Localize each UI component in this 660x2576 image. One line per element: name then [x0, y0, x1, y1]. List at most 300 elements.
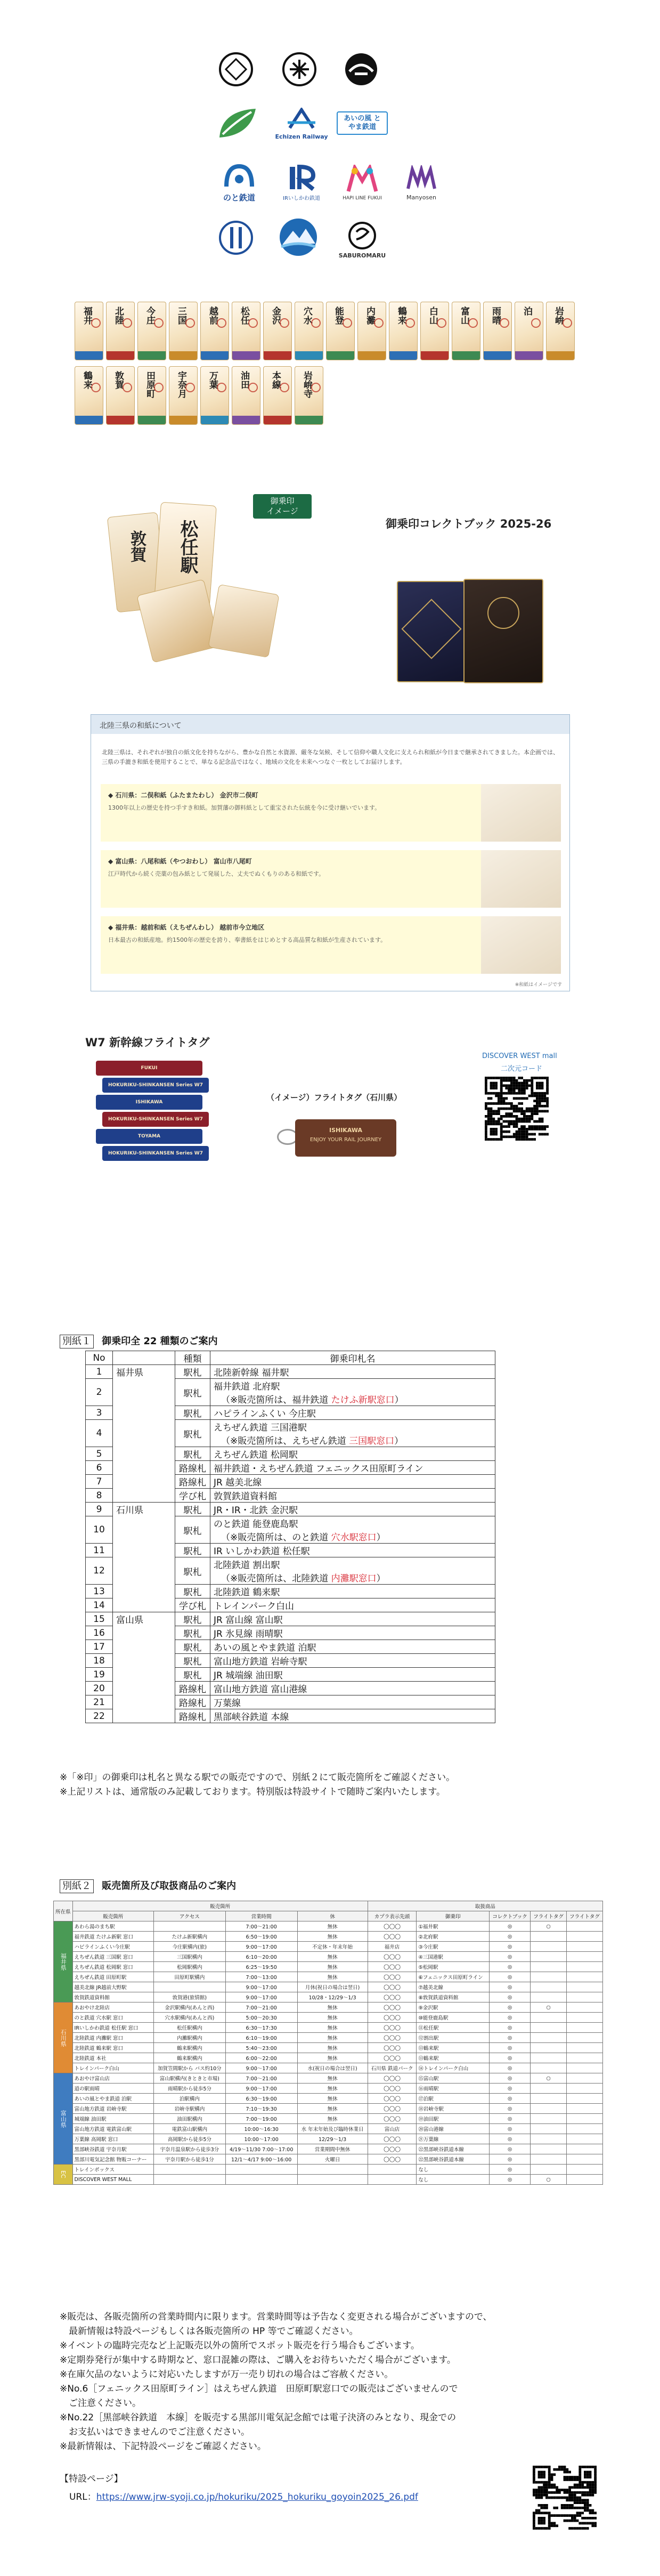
- sales-note-post: ）: [376, 1573, 386, 1584]
- row-kind: 駅札: [175, 1447, 210, 1461]
- row-off: 無休: [297, 2073, 368, 2084]
- col-group-goods: 取扱商品: [368, 1901, 602, 1911]
- row-name-text: のと鉄道 能登鹿島駅: [214, 1519, 298, 1530]
- row-name-text: 福井鉄道 北府駅: [214, 1382, 280, 1392]
- row-hours: 6:25～19:50: [225, 1962, 297, 1972]
- row-off: 無休: [297, 2002, 368, 2013]
- qr-label-code: 二次元コード: [501, 1065, 543, 1073]
- row-name: [210, 1612, 495, 1626]
- note-line: ※販売は、各販売箇所の営業時間内に限ります。営業時間等は予告なく変更される場合がございますので、: [60, 2312, 492, 2322]
- stamp-tile-band: [138, 351, 166, 360]
- col-place: 販売箇所: [72, 1911, 153, 1921]
- row-mark: ◯◯◯: [368, 2094, 417, 2104]
- stamp-tile: [295, 366, 323, 425]
- row-stamp: ⑲油田駅: [417, 2114, 490, 2124]
- row-mark: ◯◯◯: [368, 2114, 417, 2124]
- row-kind: 駅札: [175, 1544, 210, 1557]
- stamp-tile: [515, 302, 543, 360]
- row-book: ◎: [490, 2165, 531, 2175]
- stamp-tile: [357, 302, 386, 360]
- table-row: [54, 2063, 603, 2073]
- stamp-tile: [326, 302, 355, 360]
- row-no: 11: [86, 1544, 113, 1557]
- row-no: 19: [86, 1668, 113, 1682]
- stamp-tile-band: [107, 351, 134, 360]
- row-mark: ◯◯◯: [368, 2104, 417, 2114]
- qr-label-mall: DISCOVER WEST mall: [482, 1052, 557, 1060]
- row-name: [210, 1598, 495, 1612]
- toyama-chiho-logo: [276, 215, 320, 259]
- table2-label-box: 別紙２: [60, 1879, 94, 1893]
- row-mark: 福井店: [368, 1942, 417, 1952]
- table-row: [54, 2134, 603, 2144]
- sales-note-post: ）: [394, 1395, 404, 1406]
- row-name: [210, 1668, 495, 1682]
- row-off: 不定休・年末年始: [297, 1942, 368, 1952]
- stamp-tile-band: [75, 351, 103, 360]
- row-name: [210, 1682, 495, 1695]
- row-tag: [531, 1982, 567, 1992]
- row-w7: [567, 1942, 603, 1952]
- row-book: ◎: [490, 2094, 531, 2104]
- row-no: 13: [86, 1585, 113, 1598]
- row-no: 20: [86, 1682, 113, 1695]
- row-place: あおやけ富山店: [72, 2073, 153, 2084]
- row-tag: [531, 2053, 567, 2063]
- stamp-tile-band: [201, 416, 229, 424]
- row-hours: 6:30～17:30: [225, 2023, 297, 2033]
- row-w7: [567, 2023, 603, 2033]
- row-w7: [567, 2063, 603, 2073]
- stamp-seal-icon: [154, 383, 164, 392]
- row-access: 宇奈月駅から徒歩1分: [153, 2154, 225, 2165]
- table-row: [86, 1365, 495, 1379]
- row-w7: [567, 1932, 603, 1942]
- row-tag: [531, 2154, 567, 2165]
- row-access: 宇奈月温泉駅から徒歩3分: [153, 2144, 225, 2154]
- col-w7: フライトタグ: [567, 1911, 603, 1921]
- row-place: 道の駅雨晴: [72, 2084, 153, 2094]
- row-no: 9: [86, 1503, 113, 1516]
- row-w7: [567, 1982, 603, 1992]
- note-line: ※No.22［黒部峡谷鉄道 本線］を販売する黒部川電気記念館では電子決済のみとなり、現金での: [60, 2412, 457, 2423]
- flight-tag-ishikawa-label: ISHIKAWA: [329, 1127, 362, 1134]
- row-name: [210, 1420, 495, 1447]
- qr-code-icon: [485, 1077, 549, 1141]
- sales-note-place: たけふ新駅窓口: [331, 1395, 395, 1406]
- row-tag: [531, 1932, 567, 1942]
- row-name-text: 富山地方鉄道 岩峅寺駅: [214, 1657, 307, 1667]
- row-off: 水 年末年始及び臨時休業日: [297, 2124, 368, 2134]
- row-name-text: JR 富山線 富山駅: [214, 1615, 283, 1626]
- stamp-tile-band: [547, 351, 574, 360]
- row-sales-note: [214, 1392, 492, 1406]
- row-mark: ◯◯◯: [368, 2154, 417, 2165]
- sales-note-post: ）: [394, 1436, 404, 1447]
- row-name: [210, 1489, 495, 1503]
- row-access: [153, 1982, 225, 1992]
- stamp-image-badge: 御乗印 イメージ: [253, 494, 312, 519]
- row-hours: 10:00～16:30: [225, 2124, 297, 2134]
- row-hours: 5:00～20:30: [225, 2013, 297, 2023]
- row-stamp: ⑳富山港線: [417, 2124, 490, 2134]
- row-book: ◎: [490, 1982, 531, 1992]
- row-pref: 福井県: [54, 1921, 73, 2002]
- stamp-tile: [137, 366, 166, 425]
- row-hours: 6:00～22:00: [225, 2053, 297, 2063]
- row-place: トレインボックス: [72, 2165, 153, 2175]
- row-hours: 7:00～21:00: [225, 1921, 297, 1932]
- row-book: ◎: [490, 2104, 531, 2114]
- special-page-url-link[interactable]: https://www.jrw-syoji.co.jp/hokuriku/2025_hokuriku_goyoin2025_26.pdf: [96, 2492, 418, 2502]
- row-off: 無休: [297, 2023, 368, 2033]
- table2-header: [60, 1878, 236, 1893]
- row-book: ◎: [490, 2013, 531, 2023]
- stamp-tile: [232, 366, 260, 425]
- row-name-text: えちぜん鉄道 松岡駅: [214, 1450, 298, 1460]
- table-row: [54, 2104, 603, 2114]
- row-name-text: JR・IR・北鉄 金沢駅: [214, 1505, 298, 1516]
- sales-note-post: ）: [376, 1532, 386, 1543]
- stamp-seal-icon: [374, 318, 384, 328]
- row-off: 火曜日: [297, 2154, 368, 2165]
- stamp-tile-ink: 白山: [427, 306, 438, 325]
- row-name-text: 北陸鉄道 割出駅: [214, 1560, 280, 1571]
- row-access: 雨晴駅から徒歩5分: [153, 2084, 225, 2094]
- table-row: [54, 1992, 603, 2002]
- stamp-tile-band: [295, 351, 323, 360]
- row-hours: 4/19～11/30 7:00～17:00: [225, 2144, 297, 2154]
- table-row: [54, 2114, 603, 2124]
- row-w7: [567, 1972, 603, 1982]
- row-book: ◎: [490, 2084, 531, 2094]
- row-book: ◎: [490, 1952, 531, 1962]
- row-book: ◎: [490, 2073, 531, 2084]
- row-kind: 駅札: [175, 1503, 210, 1516]
- row-mark: ◯◯◯: [368, 2033, 417, 2043]
- row-access: 鶴来駅構内: [153, 2053, 225, 2063]
- row-name: [210, 1365, 495, 1379]
- row-name: [210, 1626, 495, 1640]
- col-pref: [113, 1351, 175, 1365]
- stamp-seal-icon: [91, 318, 101, 328]
- row-w7: [567, 2073, 603, 2084]
- row-place: えちぜん鉄道 松岡駅 窓口: [72, 1962, 153, 1972]
- qr-code-icon: [533, 2466, 597, 2530]
- stamp-tile-ink: 岩峅寺: [302, 371, 312, 398]
- row-name: [210, 1654, 495, 1668]
- stamp-tile-band: [232, 351, 260, 360]
- flight-tag-stack: [96, 1061, 210, 1173]
- row-tag: [531, 2104, 567, 2114]
- stamp-tile-band: [515, 351, 543, 360]
- row-hours: 12/1～4/17 9:00～16:00: [225, 2154, 297, 2165]
- row-access: 松岡駅構内: [153, 1962, 225, 1972]
- row-access: 田原町駅構内: [153, 1972, 225, 1982]
- row-place: 富山地方鉄道 岩峅寺駅: [72, 2104, 153, 2114]
- row-kind: 駅札: [175, 1420, 210, 1447]
- washi-paper-swatch: [481, 850, 561, 908]
- row-name: [210, 1503, 495, 1516]
- row-stamp: ⑯雨晴駅: [417, 2084, 490, 2094]
- row-hours: 9:00～17:00: [225, 1982, 297, 1992]
- row-stamp: ④三国港駅: [417, 1952, 490, 1962]
- row-no: 2: [86, 1379, 113, 1406]
- logo-caption: IRいしかわ鉄道: [283, 195, 320, 201]
- row-no: 4: [86, 1420, 113, 1447]
- special-page-link-row: [69, 2490, 418, 2505]
- row-w7: [567, 2033, 603, 2043]
- stamp-tile-ink: 宇奈月: [176, 371, 186, 398]
- note-line: ※最新情報は、下記特設ページをご確認ください。: [60, 2441, 266, 2452]
- table-row: [86, 1503, 495, 1516]
- row-book: ◎: [490, 2033, 531, 2043]
- row-access: 内灘駅構内: [153, 2033, 225, 2043]
- stamp-tile: [295, 302, 323, 360]
- row-off: 無休: [297, 2084, 368, 2094]
- row-kind: 駅札: [175, 1379, 210, 1406]
- row-off: 無休: [297, 2104, 368, 2114]
- col-stamp: 御乗印: [417, 1911, 490, 1921]
- row-name: [210, 1585, 495, 1598]
- row-kind: 駅札: [175, 1516, 210, 1544]
- row-stamp: ⑱岩峅寺駅: [417, 2104, 490, 2114]
- sales-note-place: 内灘駅窓口: [331, 1573, 377, 1584]
- note-line: お支払いはできませんのでご注意ください。: [60, 2427, 250, 2437]
- row-name-text: 黒部峡谷鉄道 本線: [214, 1712, 289, 1723]
- row-book: ◎: [490, 1992, 531, 2002]
- stamp-seal-icon: [311, 318, 321, 328]
- row-book: ◎: [490, 2144, 531, 2154]
- sales-note-pre: （※販売箇所は、福井鉄道: [221, 1395, 331, 1406]
- row-kind: 駅札: [175, 1365, 210, 1379]
- washi-item-body: 江戸時代から続く売薬の包み紙として発展した、丈夫でぬくもりのある和紙です。: [108, 870, 325, 877]
- row-off: 無休: [297, 1932, 368, 1942]
- washi-item: [101, 916, 561, 974]
- stamp-image-photo: 御乗印 イメージ 敦賀 松任駅: [107, 498, 282, 669]
- row-access: 富山駅構内(きときと市場): [153, 2073, 225, 2084]
- row-mark: ◯◯◯: [368, 1932, 417, 1942]
- table-row: [54, 2124, 603, 2134]
- col-no: No: [86, 1351, 113, 1365]
- row-name: [210, 1516, 495, 1544]
- row-kind: 駅札: [175, 1626, 210, 1640]
- stamp-tile: [389, 302, 418, 360]
- row-kind: 駅札: [175, 1406, 210, 1420]
- row-off: [297, 2165, 368, 2175]
- row-name: [210, 1406, 495, 1420]
- stamp-tile-ink: 万葉: [207, 371, 218, 389]
- note-line: ※上記リストは、通常版のみ記載しております。特別版は特設サイトで随時ご案内いたします。: [60, 1787, 445, 1797]
- row-off: 営業期間中無休: [297, 2144, 368, 2154]
- table-row: [54, 2033, 603, 2043]
- note-line: ※「※印」の御乗印は札名と異なる駅での販売ですので、別紙２にて販売箇所をご確認ください。: [60, 1772, 455, 1783]
- row-tag: [531, 1972, 567, 1982]
- row-book: ◎: [490, 2134, 531, 2144]
- row-hours: 7:10～19:30: [225, 2104, 297, 2114]
- row-name: [210, 1475, 495, 1489]
- qr-code-special[interactable]: [533, 2466, 597, 2530]
- row-hours: 9:00～17:00: [225, 2084, 297, 2094]
- collect-book-photo: [394, 576, 554, 688]
- col-pref: 所在県: [54, 1901, 73, 1921]
- row-w7: [567, 2104, 603, 2114]
- row-no: 18: [86, 1654, 113, 1668]
- row-off: 水(祝日の場合は翌日): [297, 2063, 368, 2073]
- note-line: ※在庫欠品のないように対応いたしますが万一売り切れの場合はご容赦ください。: [60, 2369, 394, 2380]
- stamp-seal-icon: [500, 318, 509, 328]
- row-stamp: ⑭トレインパーク白山: [417, 2063, 490, 2073]
- note-line: ご注意ください。: [60, 2398, 141, 2409]
- row-mark: ◯◯◯: [368, 2084, 417, 2094]
- stamp-tile-ink: 今庄: [144, 306, 155, 325]
- ainokaze-toyama-logo: [337, 106, 388, 141]
- flight-tag-caption: （イメージ）フライトタグ（石川県）: [266, 1093, 402, 1102]
- logo-caption: のと鉄道: [223, 192, 255, 203]
- row-tag: [531, 2084, 567, 2094]
- row-pref: 石川県: [54, 2002, 73, 2073]
- row-access: 高岡駅から徒歩5分: [153, 2134, 225, 2144]
- stamp-seal-icon: [531, 318, 541, 328]
- row-name-text: あいの風とやま鉄道 泊駅: [214, 1643, 316, 1653]
- row-w7: [567, 2134, 603, 2144]
- row-name-text: ハピラインふくい 今庄駅: [214, 1409, 316, 1419]
- row-kind: 駅札: [175, 1557, 210, 1585]
- stamp-tile-band: [138, 416, 166, 424]
- row-hours: 6:30～19:00: [225, 2094, 297, 2104]
- table1-wrap: [85, 1351, 495, 1723]
- hokuriku-railway-leaf-logo: [216, 104, 259, 142]
- row-name-text: 敦賀鉄道資料館: [214, 1491, 277, 1502]
- washi-item: [101, 850, 561, 908]
- logo-caption: Manyosen: [406, 193, 436, 201]
- washi-info-footer: ※和紙はイメージです: [515, 982, 562, 988]
- stamp-tile-band: [232, 416, 260, 424]
- table1-header: [60, 1334, 218, 1348]
- flight-tag-strip: FUKUI: [96, 1061, 202, 1076]
- table-row: [54, 2165, 603, 2175]
- row-w7: [567, 2165, 603, 2175]
- stamp-tile: [483, 302, 512, 360]
- flight-tag-strip: TOYAMA: [96, 1129, 202, 1144]
- flight-tag-strip: HOKURIKU-SHINKANSEN Series W7: [102, 1146, 209, 1161]
- row-access: 加賀笠間駅から バス約10分: [153, 2063, 225, 2073]
- row-w7: [567, 2154, 603, 2165]
- row-w7: [567, 1962, 603, 1972]
- row-place: 北陸鉄道 本社: [72, 2053, 153, 2063]
- table-row: [54, 1932, 603, 1942]
- row-access: 三国駅構内: [153, 1952, 225, 1962]
- stamp-seal-icon: [280, 318, 289, 328]
- row-stamp: ⑨金沢駅: [417, 2002, 490, 2013]
- row-no: 6: [86, 1461, 113, 1475]
- row-tag: ○: [531, 2073, 567, 2084]
- flight-tag-strip: HOKURIKU-SHINKANSEN Series W7: [102, 1112, 209, 1127]
- row-tag: [531, 1942, 567, 1952]
- row-name-text: 北陸新幹線 福井駅: [214, 1368, 289, 1378]
- col-off: 休: [297, 1911, 368, 1921]
- stamp-tile: [452, 302, 480, 360]
- row-kind: 路線札: [175, 1475, 210, 1489]
- row-stamp: ㉒黒部峡谷鉄道本線: [417, 2144, 490, 2154]
- row-stamp: ㉑万葉線: [417, 2134, 490, 2144]
- row-stamp: ①福井駅: [417, 1921, 490, 1932]
- table2-wrap: [53, 1901, 603, 2185]
- row-no: 22: [86, 1709, 113, 1723]
- stamp-tile-ink: 富山: [459, 306, 469, 325]
- row-w7: [567, 2053, 603, 2063]
- row-no: 16: [86, 1626, 113, 1640]
- row-hours: 6:10～19:00: [225, 2033, 297, 2043]
- row-tag: [531, 1952, 567, 1962]
- row-name-text: 富山地方鉄道 富山港線: [214, 1684, 307, 1695]
- stamp-seal-icon: [217, 383, 226, 392]
- table-row: [54, 1962, 603, 1972]
- qr-code-mall[interactable]: [485, 1077, 549, 1141]
- row-off: 無休: [297, 2043, 368, 2053]
- table2-title: 販売箇所及び取扱商品のご案内: [102, 1880, 237, 1892]
- row-hours: 5:40～23:00: [225, 2043, 297, 2053]
- sabuhomaru-logo: [335, 214, 390, 265]
- row-book: ◎: [490, 2124, 531, 2134]
- row-mark: ◯◯◯: [368, 1982, 417, 1992]
- row-no: 5: [86, 1447, 113, 1461]
- row-hours: 7:00～21:00: [225, 2073, 297, 2084]
- row-hours: 9:00～17:00: [225, 2063, 297, 2073]
- row-pref: 富山県: [54, 2073, 73, 2165]
- row-name-text: JR 越美北線: [214, 1477, 262, 1488]
- row-kind: 駅札: [175, 1612, 210, 1626]
- special-page-heading: 【特設ページ】: [60, 2474, 123, 2484]
- stamp-tile: [232, 302, 260, 360]
- table-row: [54, 2084, 603, 2094]
- row-place: 城端線 油田駅: [72, 2114, 153, 2124]
- stamp-tile: [420, 302, 449, 360]
- collect-book-title: 御乗印コレクトブック 2025-26: [386, 518, 552, 530]
- row-access: [153, 2175, 225, 2185]
- flight-tag-title: W7 新幹線フライトタグ: [85, 1036, 210, 1049]
- row-book: ◎: [490, 1932, 531, 1942]
- row-kind: 路線札: [175, 1461, 210, 1475]
- stamp-tile-ink: 北陸: [113, 306, 124, 325]
- table-row: [54, 1972, 603, 1982]
- row-stamp: ⑰泊駅: [417, 2094, 490, 2104]
- row-mark: ◯◯◯: [368, 2043, 417, 2053]
- row-no: 8: [86, 1489, 113, 1503]
- stamp-seal-icon: [468, 318, 478, 328]
- stamp-seal-icon: [343, 318, 352, 328]
- row-kind: 駅札: [175, 1640, 210, 1654]
- row-pref: 石川県: [113, 1503, 175, 1612]
- table-row: [54, 1942, 603, 1952]
- row-stamp: ⑦越美北線: [417, 1982, 490, 1992]
- row-off: 無休: [297, 1952, 368, 1962]
- row-off: 無休: [297, 1921, 368, 1932]
- stamp-seal-icon: [248, 318, 258, 328]
- row-tag: [531, 2094, 567, 2104]
- row-w7: [567, 2144, 603, 2154]
- row-stamp: ⑤松岡駅: [417, 1962, 490, 1972]
- row-off: 無休: [297, 2013, 368, 2023]
- table-row: [54, 1982, 603, 1992]
- stamp-seal-icon: [217, 318, 226, 328]
- washi-item: [101, 784, 561, 842]
- row-place: あおやけ北陸店: [72, 2002, 153, 2013]
- stamp-tile-band: [452, 351, 480, 360]
- row-tag: [531, 2134, 567, 2144]
- row-hours: 6:50～19:00: [225, 1932, 297, 1942]
- table-row: [54, 2002, 603, 2013]
